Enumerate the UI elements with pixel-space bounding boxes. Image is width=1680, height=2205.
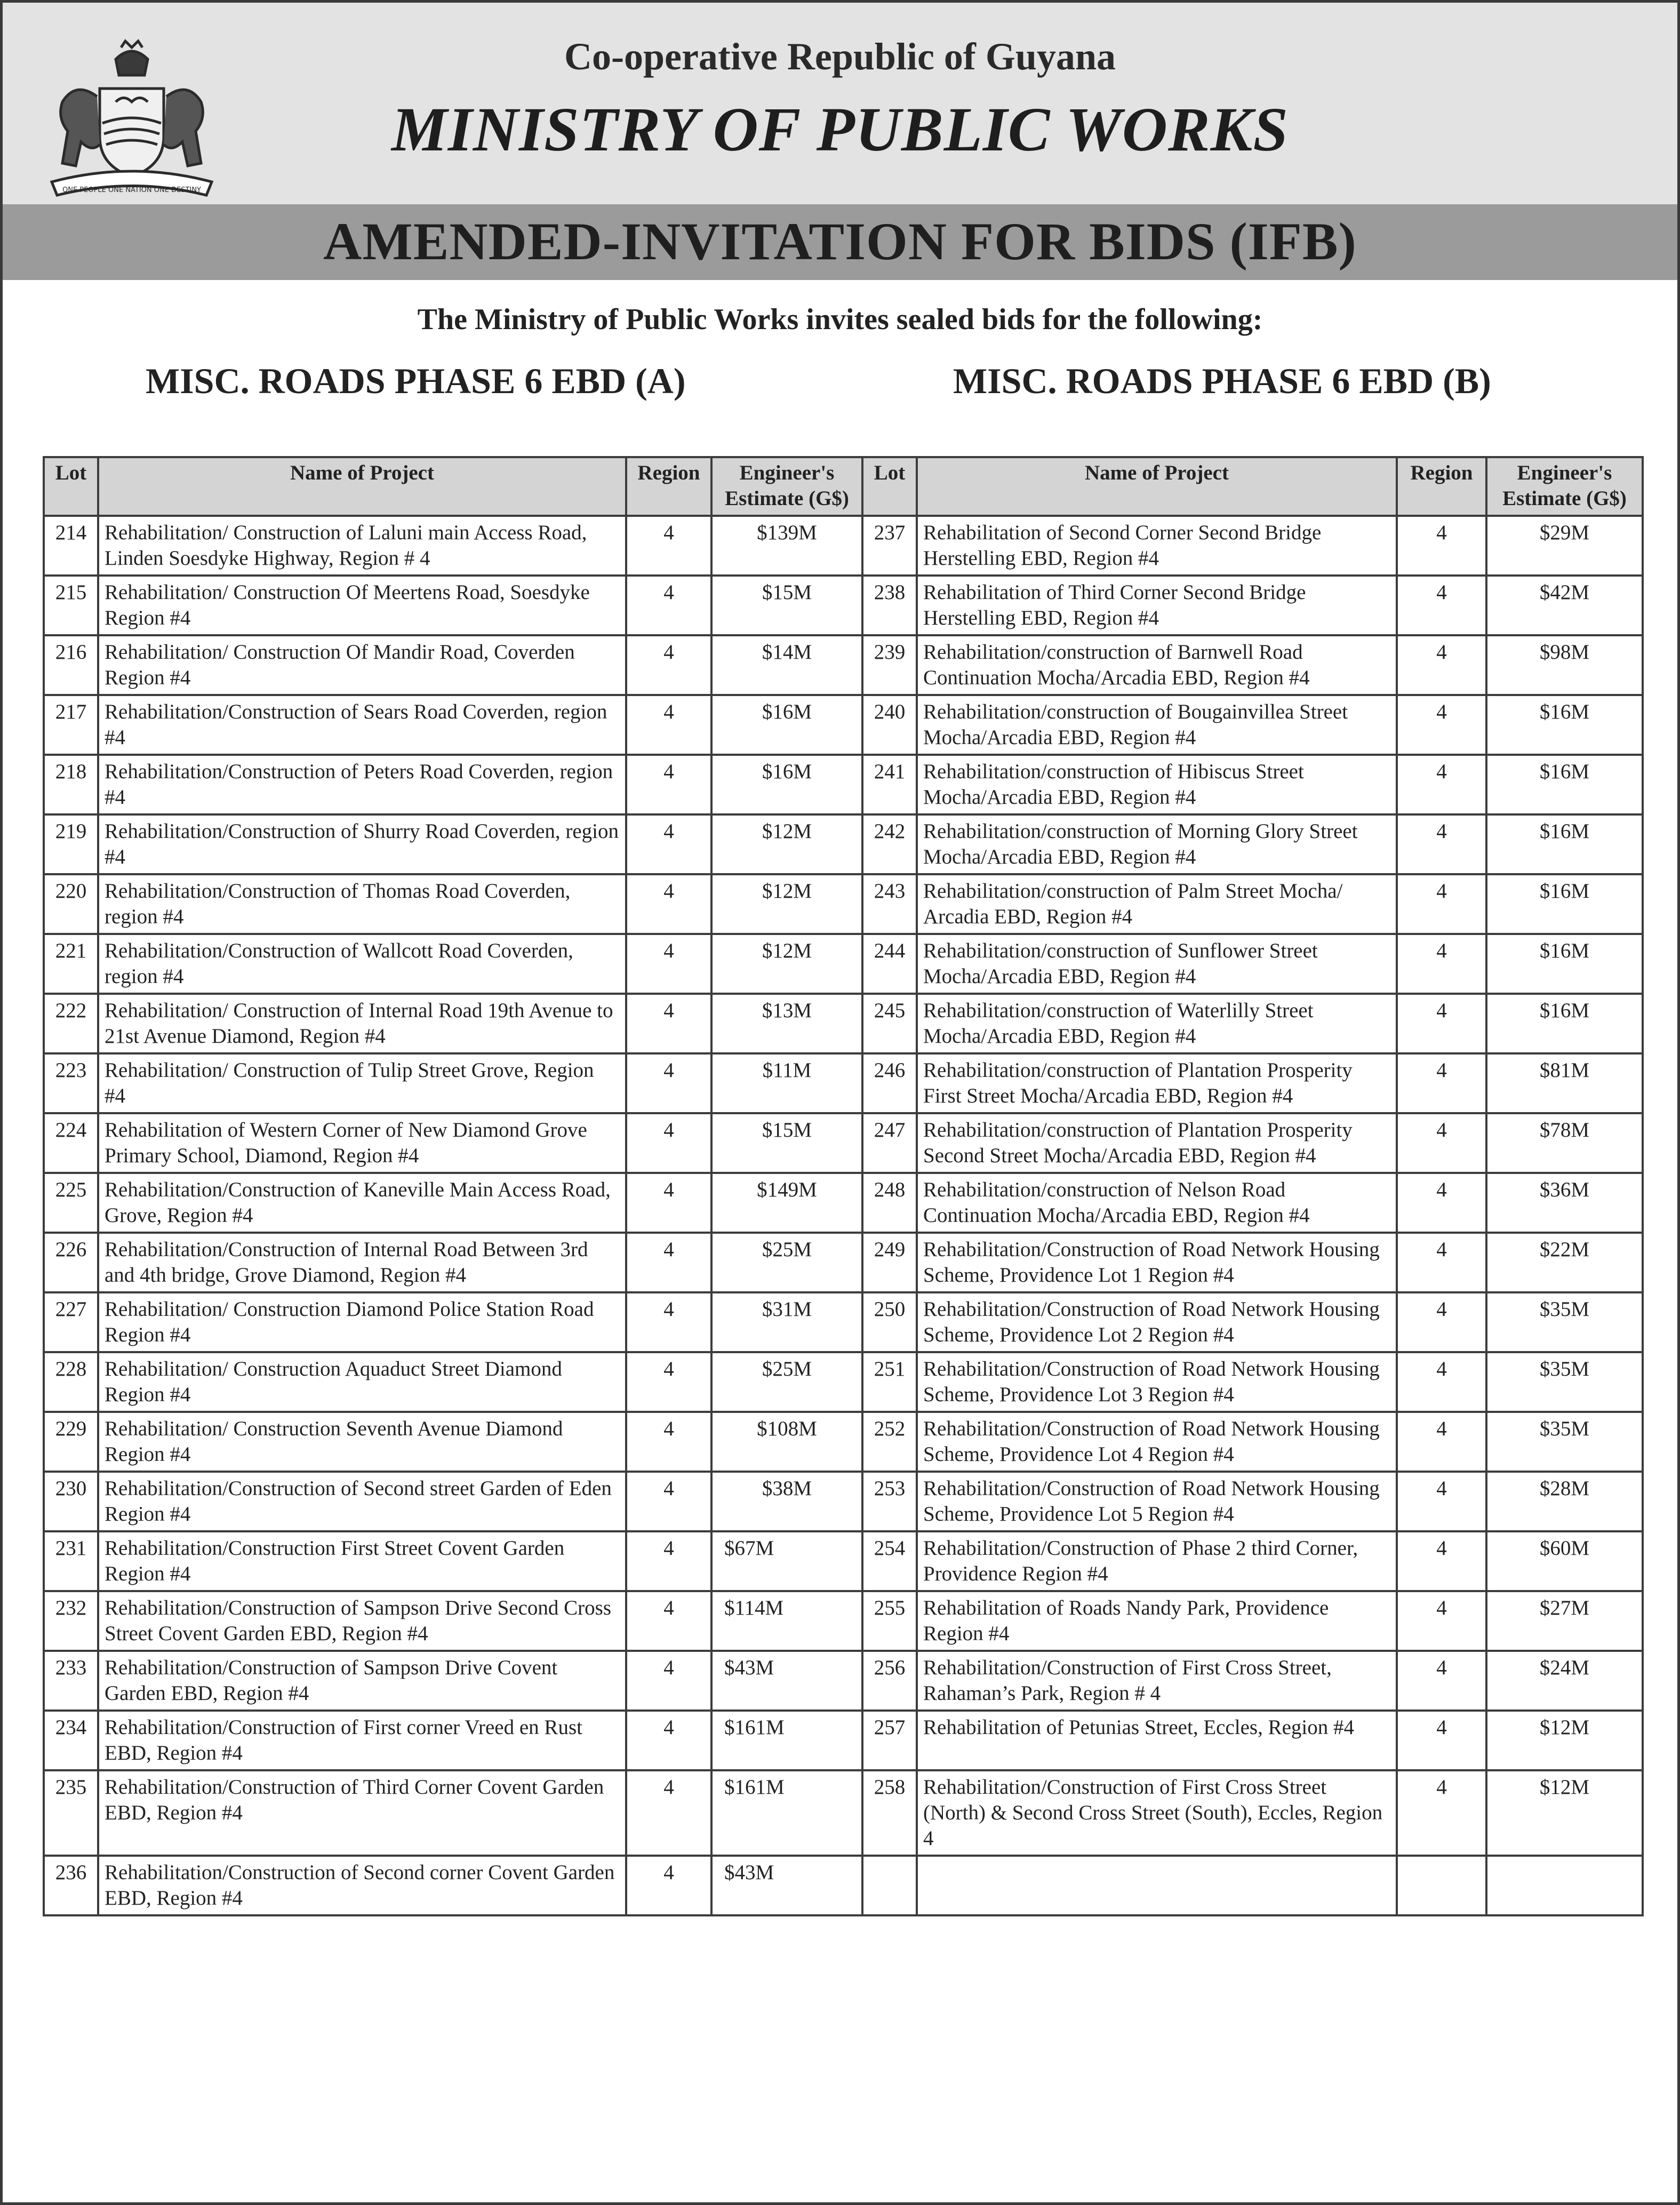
estimate-cell: $161M [711,1770,862,1856]
lot-cell: 236 [44,1856,98,1915]
project-name-cell: Rehabilitation/Construction of First Cross Street (North) & Second Cross Street (South), Eccles, Region 4 [917,1770,1397,1856]
lot-cell: 241 [862,755,917,814]
lot-cell: 221 [44,934,98,994]
region-cell: 4 [1397,1472,1486,1531]
project-name-cell: Rehabilitation/Construction of Sampson Drive Second Cross Street Covent Garden EBD, Region #4 [98,1591,626,1651]
project-name-cell: Rehabilitation/Construction of First Cross Street, Rahaman’s Park, Region # 4 [917,1651,1397,1711]
project-name-cell: Rehabilitation of Second Corner Second Bridge Herstelling EBD, Region #4 [917,516,1397,576]
estimate-cell: $161M [711,1711,862,1770]
region-cell: 4 [1397,1352,1486,1412]
col-header-estimate-a [711,457,862,516]
col-header-estimate-line1: Engineer's [1517,461,1612,484]
region-cell: 4 [1397,1292,1486,1352]
lot-cell: 251 [862,1352,917,1412]
project-name-cell: Rehabilitation/Construction of Road Network Housing Scheme, Providence Lot 3 Region #4 [917,1352,1397,1412]
project-name-cell: Rehabilitation/construction of Plantation Prosperity First Street Mocha/Arcadia EBD, Region #4 [917,1053,1397,1113]
table-row [44,994,1643,1053]
project-name-cell: Rehabilitation of Western Corner of New Diamond Grove Primary School, Diamond, Region #4 [98,1113,626,1173]
region-cell: 4 [1397,1233,1486,1292]
estimate-cell: $16M [1486,874,1643,934]
project-name-cell: Rehabilitation/construction of Palm Street Mocha/ Arcadia EBD, Region #4 [917,874,1397,934]
region-cell: 4 [626,874,711,934]
subhead-ebd-a: MISC. ROADS PHASE 6 EBD (A) [146,361,686,401]
table-row [44,1352,1643,1412]
estimate-cell: $35M [1486,1292,1643,1352]
col-header-estimate-line2: Estimate (G$) [725,487,849,510]
estimate-cell: $36M [1486,1173,1643,1233]
region-cell: 4 [1397,874,1486,934]
table-row [44,1173,1643,1233]
region-cell: 4 [1397,994,1486,1053]
col-header-name-a: Name of Project [98,457,626,516]
region-cell: 4 [1397,1591,1486,1651]
table-row [44,695,1643,755]
region-cell: 4 [1397,1711,1486,1770]
table-row [44,1531,1643,1591]
estimate-cell: $24M [1486,1651,1643,1711]
lot-cell: 215 [44,576,98,635]
col-header-lot-b: Lot [862,457,917,516]
project-name-cell: Rehabilitation/Construction of Thomas Road Coverden, region #4 [98,874,626,934]
region-cell: 4 [1397,695,1486,755]
project-name-cell [917,1856,1397,1915]
lot-cell: 252 [862,1412,917,1472]
lot-cell: 230 [44,1472,98,1531]
table-row [44,874,1643,934]
lot-cell: 235 [44,1770,98,1856]
project-name-cell: Rehabilitation/Construction of Sears Road Coverden, region #4 [98,695,626,755]
project-name-cell: Rehabilitation/Construction First Street Covent Garden Region #4 [98,1531,626,1591]
col-header-estimate-line1: Engineer's [739,461,835,484]
estimate-cell: $11M [711,1053,862,1113]
table-row [44,1711,1643,1770]
estimate-cell: $35M [1486,1412,1643,1472]
table-row [44,1856,1643,1915]
lot-cell: 218 [44,755,98,814]
project-name-cell: Rehabilitation/ Construction Of Meertens Road, Soesdyke Region #4 [98,576,626,635]
lot-cell: 250 [862,1292,917,1352]
region-cell: 4 [626,1412,711,1472]
region-cell: 4 [1397,576,1486,635]
region-cell: 4 [1397,1053,1486,1113]
project-name-cell: Rehabilitation/Construction of Road Network Housing Scheme, Providence Lot 4 Region #4 [917,1412,1397,1472]
region-cell: 4 [1397,755,1486,814]
region-cell: 4 [1397,516,1486,576]
estimate-cell: $108M [711,1412,862,1472]
project-name-cell: Rehabilitation/ Construction Diamond Police Station Road Region #4 [98,1292,626,1352]
table-row [44,1591,1643,1651]
table-row [44,934,1643,994]
estimate-cell: $15M [711,576,862,635]
estimate-cell: $16M [711,695,862,755]
project-name-cell: Rehabilitation/construction of Sunflower Street Mocha/Arcadia EBD, Region #4 [917,934,1397,994]
estimate-cell: $43M [711,1856,862,1915]
project-name-cell: Rehabilitation/construction of Barnwell Road Continuation Mocha/Arcadia EBD, Region #4 [917,635,1397,695]
region-cell: 4 [1397,1113,1486,1173]
lot-cell: 222 [44,994,98,1053]
estimate-cell: $42M [1486,576,1643,635]
country-title: Co-operative Republic of Guyana [564,35,1116,78]
estimate-cell: $14M [711,635,862,695]
table-row [44,1770,1643,1856]
lot-cell: 254 [862,1531,917,1591]
lot-cell: 255 [862,1591,917,1651]
lot-cell: 240 [862,695,917,755]
estimate-cell: $12M [711,934,862,994]
table-row [44,1651,1643,1711]
lot-cell [862,1856,917,1915]
estimate-cell: $16M [1486,695,1643,755]
estimate-cell: $25M [711,1352,862,1412]
region-cell: 4 [626,1352,711,1412]
lot-cell: 247 [862,1113,917,1173]
lot-cell: 245 [862,994,917,1053]
estimate-cell: $31M [711,1292,862,1352]
lot-cell: 228 [44,1352,98,1412]
project-name-cell: Rehabilitation/Construction of Road Network Housing Scheme, Providence Lot 2 Region #4 [917,1292,1397,1352]
table-row [44,1233,1643,1292]
estimate-cell: $60M [1486,1531,1643,1591]
project-name-cell: Rehabilitation/construction of Morning Glory Street Mocha/Arcadia EBD, Region #4 [917,814,1397,874]
lot-cell: 225 [44,1173,98,1233]
ministry-title: MINISTRY OF PUBLIC WORKS [391,94,1289,164]
project-name-cell: Rehabilitation/Construction of Phase 2 third Corner, Providence Region #4 [917,1531,1397,1591]
project-name-cell: Rehabilitation/construction of Waterlilly Street Mocha/Arcadia EBD, Region #4 [917,994,1397,1053]
estimate-cell: $35M [1486,1352,1643,1412]
region-cell: 4 [626,934,711,994]
col-header-name-b: Name of Project [917,457,1397,516]
estimate-cell: $16M [1486,934,1643,994]
project-name-cell: Rehabilitation/construction of Nelson Road Continuation Mocha/Arcadia EBD, Region #4 [917,1173,1397,1233]
project-name-cell: Rehabilitation/Construction of Internal Road Between 3rd and 4th bridge, Grove Diamond, Region #4 [98,1233,626,1292]
project-name-cell: Rehabilitation/Construction of First corner Vreed en Rust EBD, Region #4 [98,1711,626,1770]
region-cell: 4 [1397,1531,1486,1591]
table-row [44,1053,1643,1113]
region-cell: 4 [626,1711,711,1770]
lot-cell: 237 [862,516,917,576]
estimate-cell: $22M [1486,1233,1643,1292]
lot-cell: 227 [44,1292,98,1352]
project-name-cell: Rehabilitation/Construction of Second street Garden of Eden Region #4 [98,1472,626,1531]
estimate-cell: $29M [1486,516,1643,576]
project-name-cell: Rehabilitation/Construction of Kaneville Main Access Road, Grove, Region #4 [98,1173,626,1233]
table-row [44,1412,1643,1472]
intro-text: The Ministry of Public Works invites sealed bids for the following: [417,303,1263,336]
region-cell: 4 [1397,1770,1486,1856]
table-row [44,635,1643,695]
table-row [44,516,1643,576]
project-name-cell: Rehabilitation/Construction of Peters Road Coverden, region #4 [98,755,626,814]
project-name-cell: Rehabilitation/construction of Bougainvillea Street Mocha/Arcadia EBD, Region #4 [917,695,1397,755]
region-cell: 4 [1397,1173,1486,1233]
region-cell: 4 [626,1770,711,1856]
project-name-cell: Rehabilitation/ Construction Of Mandir Road, Coverden Region #4 [98,635,626,695]
estimate-cell: $12M [711,874,862,934]
project-name-cell: Rehabilitation/Construction of Road Network Housing Scheme, Providence Lot 1 Region #4 [917,1233,1397,1292]
estimate-cell: $16M [1486,994,1643,1053]
region-cell: 4 [626,1591,711,1651]
crest-motto-text: ONE PEOPLE ONE NATION ONE DESTINY [62,186,202,194]
region-cell: 4 [626,576,711,635]
region-cell [1397,1856,1486,1915]
lot-cell: 234 [44,1711,98,1770]
estimate-cell: $38M [711,1472,862,1531]
region-cell: 4 [626,635,711,695]
project-name-cell: Rehabilitation of Third Corner Second Bridge Herstelling EBD, Region #4 [917,576,1397,635]
lot-cell: 258 [862,1770,917,1856]
project-name-cell: Rehabilitation/ Construction of Tulip Street Grove, Region #4 [98,1053,626,1113]
lot-cell: 238 [862,576,917,635]
lot-cell: 243 [862,874,917,934]
project-name-cell: Rehabilitation of Petunias Street, Eccles, Region #4 [917,1711,1397,1770]
lot-cell: 253 [862,1472,917,1531]
lot-cell: 233 [44,1651,98,1711]
project-name-cell: Rehabilitation/Construction of Sampson Drive Covent Garden EBD, Region #4 [98,1651,626,1711]
lot-cell: 257 [862,1711,917,1770]
estimate-cell: $81M [1486,1053,1643,1113]
estimate-cell: $43M [711,1651,862,1711]
region-cell: 4 [626,1651,711,1711]
estimate-cell: $12M [1486,1711,1643,1770]
project-name-cell: Rehabilitation/construction of Hibiscus Street Mocha/Arcadia EBD, Region #4 [917,755,1397,814]
lot-cell: 219 [44,814,98,874]
estimate-cell: $16M [711,755,862,814]
estimate-cell: $25M [711,1233,862,1292]
table-row [44,1472,1643,1531]
project-name-cell: Rehabilitation/ Construction Seventh Avenue Diamond Region #4 [98,1412,626,1472]
estimate-cell [1486,1856,1643,1915]
estimate-cell: $149M [711,1173,862,1233]
lot-cell: 231 [44,1531,98,1591]
estimate-cell: $12M [1486,1770,1643,1856]
estimate-cell: $12M [711,814,862,874]
region-cell: 4 [626,1233,711,1292]
region-cell: 4 [626,814,711,874]
region-cell: 4 [626,1292,711,1352]
table-row [44,814,1643,874]
lot-cell: 214 [44,516,98,576]
lot-cell: 216 [44,635,98,695]
lot-cell: 239 [862,635,917,695]
col-header-estimate-b [1486,457,1643,516]
region-cell: 4 [626,994,711,1053]
project-name-cell: Rehabilitation/Construction of Road Network Housing Scheme, Providence Lot 5 Region #4 [917,1472,1397,1531]
region-cell: 4 [626,1053,711,1113]
table-row [44,1113,1643,1173]
table-row [44,755,1643,814]
region-cell: 4 [626,1113,711,1173]
estimate-cell: $13M [711,994,862,1053]
project-name-cell: Rehabilitation/ Construction Aquaduct Street Diamond Region #4 [98,1352,626,1412]
region-cell: 4 [626,695,711,755]
estimate-cell: $16M [1486,755,1643,814]
lot-cell: 242 [862,814,917,874]
lot-cell: 226 [44,1233,98,1292]
subhead-ebd-b: MISC. ROADS PHASE 6 EBD (B) [953,361,1491,401]
region-cell: 4 [626,1856,711,1915]
ifb-banner-title: AMENDED-INVITATION FOR BIDS (IFB) [323,212,1357,271]
col-header-region-b: Region [1397,457,1486,516]
project-name-cell: Rehabilitation/ Construction of Laluni main Access Road, Linden Soesdyke Highway, Region # 4 [98,516,626,576]
region-cell: 4 [626,1173,711,1233]
region-cell: 4 [626,755,711,814]
estimate-cell: $114M [711,1591,862,1651]
lot-cell: 224 [44,1113,98,1173]
lot-cell: 223 [44,1053,98,1113]
lot-cell: 229 [44,1412,98,1472]
estimate-cell: $139M [711,516,862,576]
region-cell: 4 [1397,1412,1486,1472]
estimate-cell: $78M [1486,1113,1643,1173]
col-header-region-a: Region [626,457,711,516]
table-row [44,1292,1643,1352]
lot-cell: 220 [44,874,98,934]
region-cell: 4 [626,516,711,576]
project-name-cell: Rehabilitation/Construction of Second corner Covent Garden EBD, Region #4 [98,1856,626,1915]
project-name-cell: Rehabilitation/Construction of Third Corner Covent Garden EBD, Region #4 [98,1770,626,1856]
lot-cell: 249 [862,1233,917,1292]
project-name-cell: Rehabilitation/ Construction of Internal Road 19th Avenue to 21st Avenue Diamond, Region #4 [98,994,626,1053]
lot-cell: 248 [862,1173,917,1233]
project-name-cell: Rehabilitation/Construction of Shurry Road Coverden, region #4 [98,814,626,874]
region-cell: 4 [1397,934,1486,994]
estimate-cell: $16M [1486,814,1643,874]
col-header-estimate-line2: Estimate (G$) [1502,487,1627,510]
lot-cell: 246 [862,1053,917,1113]
table-row [44,576,1643,635]
table-header-row [44,457,1643,516]
estimate-cell: $15M [711,1113,862,1173]
col-header-lot-a: Lot [44,457,98,516]
estimate-cell: $27M [1486,1591,1643,1651]
region-cell: 4 [626,1472,711,1531]
lot-cell: 232 [44,1591,98,1651]
lot-cell: 256 [862,1651,917,1711]
region-cell: 4 [1397,1651,1486,1711]
estimate-cell: $67M [711,1531,862,1591]
lot-cell: 217 [44,695,98,755]
project-name-cell: Rehabilitation/Construction of Wallcott Road Coverden, region #4 [98,934,626,994]
project-name-cell: Rehabilitation of Roads Nandy Park, Providence Region #4 [917,1591,1397,1651]
bids-table [43,456,1644,1916]
region-cell: 4 [626,1531,711,1591]
lot-cell: 244 [862,934,917,994]
region-cell: 4 [1397,635,1486,695]
region-cell: 4 [1397,814,1486,874]
project-name-cell: Rehabilitation/construction of Plantation Prosperity Second Street Mocha/Arcadia EBD, Region #4 [917,1113,1397,1173]
estimate-cell: $28M [1486,1472,1643,1531]
estimate-cell: $98M [1486,635,1643,695]
